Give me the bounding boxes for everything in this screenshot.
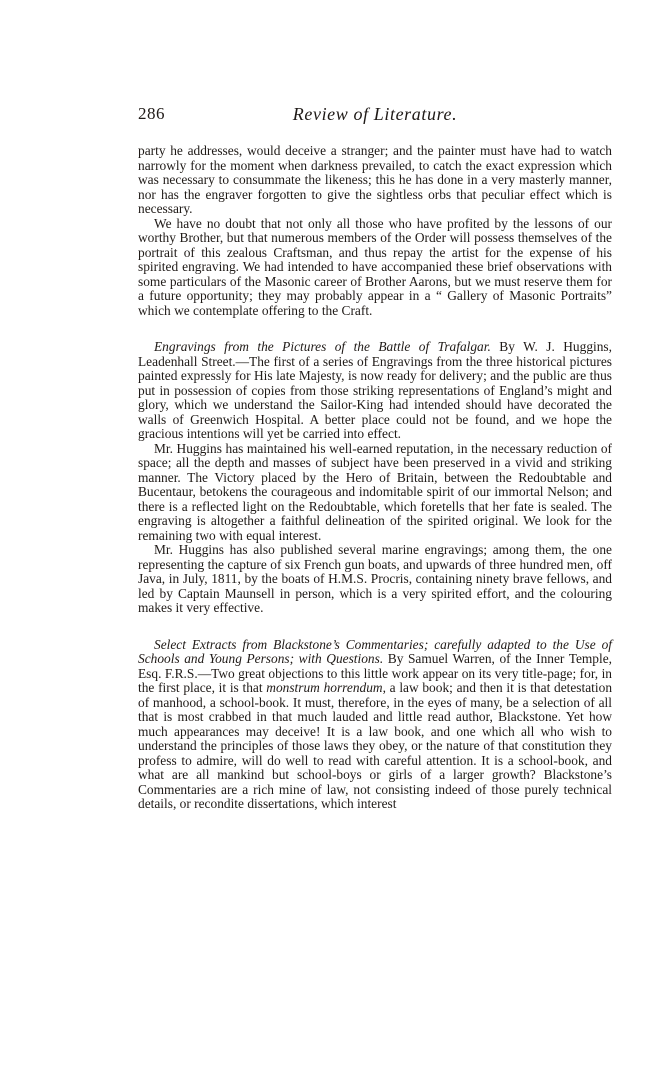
paragraph-trafalgar-intro bbox=[138, 340, 612, 442]
review-text-blackstone-b: , a law book; and then it is that detestation of manhood, a school-book. It must, therefore, in the eyes of many, be a selection of all that is most crabbed in that much lauded and little read author, Blackstone. Yet how much appearances may deceive! It is a law book, and one which all who wish to understand the principles of those laws they obey, or the nature of that constitution they profess to admire, will do well to read with careful attention. It is a school-book, and what are all mankind but school-boys or girls of a larger growth? Blackstone’s Commentaries are a rich mine of law, not consisting indeed of those purely technical details, or recondite dissertations, which interest bbox=[138, 680, 613, 811]
paragraph-trafalgar-reputation: Mr. Huggins has maintained his well-earned reputation, in the necessary reduction of space; all the depth and masses of subject have been preserved in a vivid and striking manner. The Victory placed by the Hero of Britain, between the Redoubtable and Bucentaur, betokens the courageous and indomitable spirit of our immortal Nelson; and there is a reflected light on the Redoubtable, which foretells that her fate is sealed. The engraving is altogether a faithful delineation of the spirited original. We look for the remaining two with equal interest. bbox=[138, 440, 612, 543]
page-header bbox=[138, 104, 612, 132]
paragraph-blackstone-intro bbox=[138, 638, 612, 812]
running-title: Review of Literature. bbox=[292, 104, 458, 124]
page-body bbox=[138, 144, 612, 812]
paragraph-portrait-closing: We have no doubt that not only all those who have profited by the lessons of our worthy Brother, but that numerous members of the Order will possess themselves of the portrait of this zealous Craftsman, and thus repay the artist for the expense of his spirited engraving. We had intended to have accompanied these brief observations with some particulars of the Masonic career of Brother Aarons, but we must reserve them for a future opportunity; they may probably appear in a “ Gallery of Masonic Portraits” which we contemplate offering to the Craft. bbox=[138, 215, 612, 318]
paragraph-trafalgar-marine: Mr. Huggins has also published several marine engravings; among them, the one representing the capture of six French gun boats, and upwards of three hundred men, off Java, in July, 1811, by the boats of H.M.S. Procris, containing ninety brave fellows, and led by Captain Maunsell in person, which is a very spirited effort, and the colouring makes it very effective. bbox=[138, 542, 612, 615]
review-text-trafalgar: —The first of a series of Engravings from the three historical pictures painted expressly for His late Majesty, is now ready for delivery; and the public are thus put in possession of copies from those striking representations of England’s might and glory, which we understand the Sailor-King had intended should have decorated the walls of Greenwich Hospital. A better place could not be found, and we hope the gracious intentions will yet be carried into effect. bbox=[138, 353, 612, 441]
book-page bbox=[138, 104, 612, 812]
review-text-blackstone-emphasis: monstrum horrendum bbox=[266, 680, 383, 695]
paragraph-portrait-continued: party he addresses, would deceive a stranger; and the painter must have had to watch narrowly for the moment when darkness prevailed, to catch the exact expression which was necessary to consummate the likeness; this he has done in a very masterly manner, nor has the engraver forgotten to give the sightless orbs that peculiar effect which is necessary. bbox=[138, 143, 612, 216]
page-number: 286 bbox=[138, 104, 165, 123]
review-title-trafalgar: Engravings from the Pictures of the Battle of Trafalgar. bbox=[154, 339, 491, 354]
review-byline-trafalgar: By W. J. Huggins, Leadenhall Street. bbox=[138, 339, 612, 369]
review-title-blackstone: Select Extracts from Blackstone’s Commentaries; carefully adapted to the Use of Schools and Young Persons; with Questions. bbox=[138, 636, 612, 666]
review-text-blackstone-a: By Samuel Warren, of the Inner Temple, Esq. F.R.S.—Two great objections to this little work appear on its very title-page; for, in the first place, it is that bbox=[138, 651, 613, 695]
